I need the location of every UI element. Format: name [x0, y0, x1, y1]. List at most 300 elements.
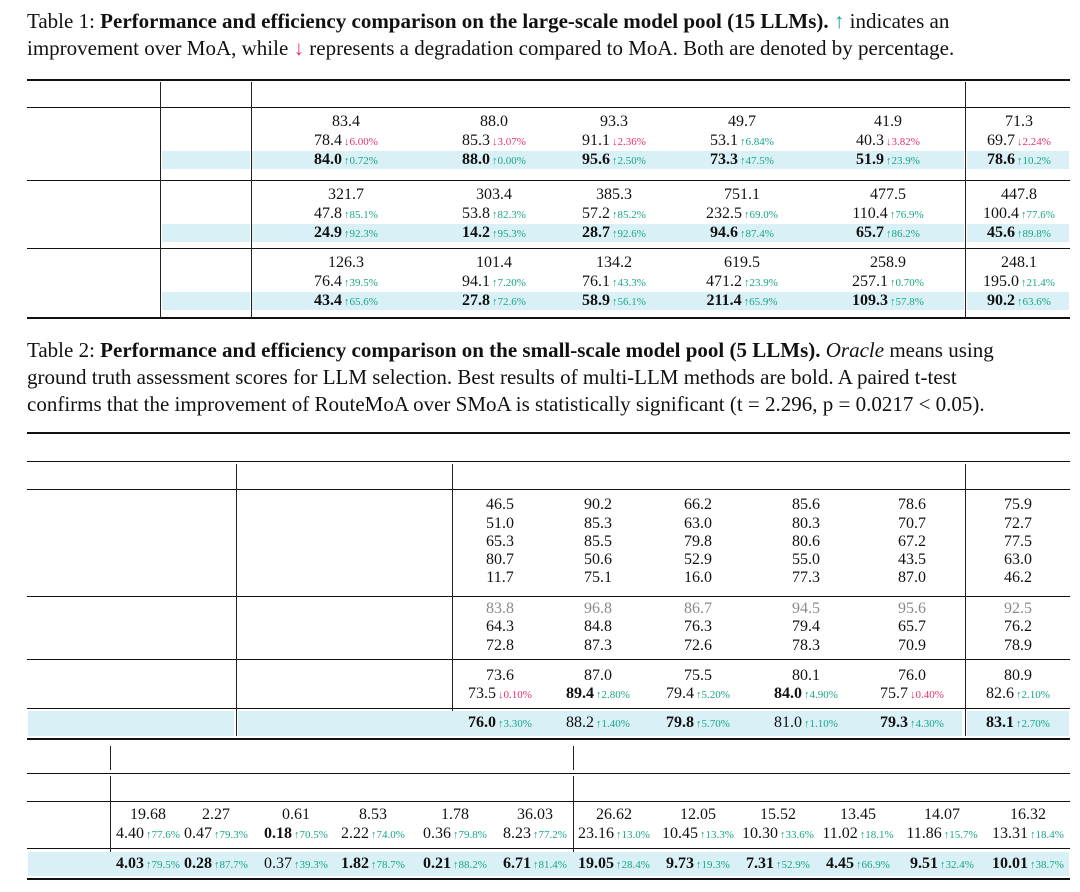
cell-value: 83.8 — [486, 600, 514, 617]
data-cell — [578, 825, 650, 843]
group-rule — [27, 596, 1070, 597]
cell-value: 84.8 — [584, 618, 612, 635]
column-divider — [965, 464, 966, 736]
cell-value: 84.0 — [774, 685, 803, 702]
cell-value: 14.2 — [462, 224, 491, 241]
delta-badge: ↓0.40% — [910, 689, 944, 701]
data-cell — [582, 292, 646, 310]
delta-badge: ↑72.6% — [492, 296, 526, 308]
data-cell — [710, 224, 774, 242]
cell-value: 71.3 — [1005, 113, 1033, 130]
cell-value: 79.4 — [666, 685, 695, 702]
group-rule — [27, 248, 1070, 249]
delta-badge: ↑6.84% — [740, 136, 774, 148]
data-cell — [792, 515, 820, 533]
resource-rule — [27, 801, 1070, 802]
column-divider — [573, 746, 574, 770]
header-rule — [27, 461, 1070, 462]
delta-badge: ↑86.2% — [886, 228, 920, 240]
table2-title: Performance and efficiency comparison on the small-scale model pool (5 LLMs). — [100, 338, 821, 362]
data-cell — [486, 533, 514, 551]
column-divider — [251, 82, 252, 318]
delta-badge: ↑4.30% — [910, 718, 944, 730]
cell-value: 87.0 — [898, 569, 926, 586]
cell-value: 19.05 — [578, 855, 615, 872]
data-cell — [130, 806, 166, 824]
delta-badge: ↑76.9% — [889, 209, 924, 221]
cell-value: 10.01 — [992, 855, 1029, 872]
cell-value: 85.5 — [584, 533, 612, 550]
delta-badge: ↑87.4% — [740, 228, 774, 240]
cell-value: 73.5 — [468, 685, 497, 702]
data-cell — [486, 569, 513, 587]
cell-value: 126.3 — [328, 254, 364, 271]
cell-value: 79.3 — [880, 714, 909, 731]
delta-badge: ↑89.8% — [1017, 228, 1051, 240]
data-cell — [792, 569, 820, 587]
data-cell — [441, 806, 469, 824]
data-cell — [462, 151, 526, 169]
cell-value: 80.6 — [792, 533, 820, 550]
data-cell — [666, 685, 730, 703]
cell-value: 321.7 — [328, 186, 364, 203]
delta-badge: ↑74.0% — [371, 829, 405, 841]
delta-badge: ↑47.5% — [740, 155, 774, 167]
data-cell — [1001, 186, 1037, 204]
row-highlight — [162, 292, 250, 310]
delta-badge: ↑7.20% — [492, 277, 526, 289]
column-divider — [965, 82, 966, 318]
cell-value: 92.5 — [1004, 600, 1032, 617]
cell-value: 95.6 — [582, 151, 611, 168]
data-cell — [503, 825, 567, 843]
data-cell — [582, 273, 646, 291]
cell-value: 52.9 — [684, 551, 712, 568]
data-cell — [1005, 113, 1033, 131]
data-cell — [462, 224, 526, 242]
delta-badge: ↑10.2% — [1017, 155, 1051, 167]
data-cell — [986, 714, 1050, 732]
data-cell — [486, 618, 514, 636]
data-cell — [852, 292, 924, 310]
bottom-rule — [27, 878, 1070, 880]
cell-value: 303.4 — [476, 186, 512, 203]
data-cell — [596, 254, 632, 272]
data-cell — [983, 273, 1055, 291]
data-cell — [986, 685, 1050, 703]
delta-badge: ↑19.3% — [696, 859, 730, 871]
table1-caption-text: indicates an — [849, 9, 950, 33]
data-cell — [584, 667, 612, 685]
data-cell — [332, 113, 360, 131]
delta-badge: ↑79.5% — [146, 859, 180, 871]
cell-value: 63.0 — [684, 515, 712, 532]
table2-label: Table 2: — [27, 338, 95, 362]
data-cell — [462, 273, 526, 291]
data-cell — [856, 132, 920, 150]
data-cell — [462, 205, 526, 223]
cell-value: 12.05 — [680, 806, 716, 823]
table1-title: Performance and efficiency comparison on the large-scale model pool (15 LLMs). — [100, 9, 829, 33]
data-cell — [666, 855, 730, 873]
cell-value: 90.2 — [584, 496, 612, 513]
data-cell — [684, 496, 712, 514]
data-cell — [566, 714, 630, 732]
cell-value: 78.9 — [1004, 637, 1032, 654]
data-cell — [792, 637, 820, 655]
data-cell — [328, 254, 364, 272]
cell-value: 76.1 — [582, 273, 611, 290]
delta-badge: ↑79.8% — [453, 829, 487, 841]
delta-badge: ↑1.10% — [804, 718, 838, 730]
cell-value: 82.6 — [986, 685, 1015, 702]
data-cell — [486, 551, 514, 569]
data-cell — [462, 132, 526, 150]
data-cell — [423, 825, 487, 843]
table2-caption-text: confirms that the improvement of RouteMoA over SMoA is statistically significant (t = 2.296, p = 0.0217 < 0.05). — [27, 392, 985, 416]
cell-value: 91.1 — [582, 132, 611, 149]
table2-caption-text: means using — [889, 338, 994, 362]
data-cell — [328, 186, 364, 204]
cell-value: 77.5 — [1004, 533, 1032, 550]
delta-badge: ↓3.07% — [492, 136, 526, 148]
data-cell — [584, 515, 612, 533]
delta-badge: ↑92.6% — [612, 228, 646, 240]
cell-value: 76.0 — [898, 667, 926, 684]
cell-value: 41.9 — [874, 113, 902, 130]
cell-value: 57.2 — [582, 205, 611, 222]
data-cell — [486, 637, 514, 655]
delta-badge: ↑2.50% — [612, 155, 646, 167]
cell-value: 195.0 — [983, 273, 1020, 290]
data-cell — [840, 806, 876, 824]
data-cell — [486, 496, 514, 514]
cell-value: 66.2 — [684, 496, 712, 513]
cell-value: 95.6 — [898, 600, 926, 617]
data-cell — [992, 855, 1064, 873]
delta-badge: ↑87.7% — [214, 859, 248, 871]
data-cell — [582, 205, 646, 223]
cell-value: 11.86 — [906, 825, 942, 842]
delta-badge: ↑77.6% — [146, 829, 180, 841]
data-cell — [468, 714, 532, 732]
cell-value: 7.31 — [746, 855, 775, 872]
data-cell — [774, 685, 838, 703]
data-cell — [566, 685, 630, 703]
cell-value: 447.8 — [1001, 186, 1037, 203]
data-cell — [746, 855, 810, 873]
up-arrow-icon: ↑ — [833, 9, 845, 33]
cell-value: 50.6 — [584, 551, 612, 568]
cell-value: 0.61 — [282, 806, 310, 823]
data-cell — [924, 806, 960, 824]
delta-badge: ↑85.2% — [612, 209, 646, 221]
data-cell — [596, 806, 632, 824]
delta-badge: ↑1.40% — [596, 718, 630, 730]
data-cell — [870, 186, 906, 204]
cell-value: 19.68 — [130, 806, 166, 823]
data-cell — [760, 806, 796, 824]
data-cell — [600, 113, 628, 131]
delta-badge: ↑69.0% — [744, 209, 778, 221]
cell-value: 2.27 — [202, 806, 230, 823]
down-arrow-icon: ↓ — [293, 36, 305, 60]
data-cell — [792, 618, 820, 636]
table1-label: Table 1: — [27, 9, 95, 33]
cell-value: 75.7 — [880, 685, 909, 702]
cell-value: 77.3 — [792, 569, 820, 586]
delta-badge: ↑23.9% — [744, 277, 778, 289]
cell-value: 84.0 — [314, 151, 343, 168]
data-cell — [898, 533, 926, 551]
data-cell — [264, 825, 328, 843]
cell-value: 47.8 — [314, 205, 343, 222]
cell-value: 28.7 — [582, 224, 611, 241]
cell-value: 49.7 — [728, 113, 756, 130]
data-cell — [202, 806, 230, 824]
cell-value: 65.3 — [486, 533, 514, 550]
cell-value: 78.6 — [987, 151, 1016, 168]
data-cell — [724, 254, 760, 272]
data-cell — [910, 855, 974, 873]
cell-value: 385.3 — [596, 186, 632, 203]
cell-value: 80.1 — [792, 667, 820, 684]
data-cell — [792, 600, 820, 618]
table1-caption-text: improvement over MoA, while — [27, 36, 289, 60]
data-cell — [1004, 600, 1032, 618]
cell-value: 79.4 — [792, 618, 820, 635]
delta-badge: ↑4.90% — [804, 689, 838, 701]
cell-value: 109.3 — [852, 292, 889, 309]
data-cell — [684, 618, 712, 636]
delta-badge: ↑0.00% — [492, 155, 526, 167]
data-cell — [898, 496, 926, 514]
data-cell — [1004, 551, 1032, 569]
cell-value: 73.3 — [710, 151, 739, 168]
data-cell — [992, 825, 1064, 843]
cell-value: 751.1 — [724, 186, 760, 203]
data-cell — [880, 685, 944, 703]
data-cell — [684, 667, 712, 685]
header-rule — [27, 489, 1070, 490]
data-cell — [852, 273, 924, 291]
cell-value: 43.5 — [898, 551, 926, 568]
delta-badge: ↑39.5% — [344, 277, 378, 289]
cell-value: 80.7 — [486, 551, 514, 568]
cell-value: 4.40 — [116, 825, 145, 842]
data-cell — [710, 132, 774, 150]
cell-value: 1.78 — [441, 806, 469, 823]
data-cell — [517, 806, 553, 824]
row-highlight — [162, 151, 250, 169]
data-cell — [1004, 667, 1032, 685]
cell-value: 72.8 — [486, 637, 514, 654]
cell-value: 248.1 — [1001, 254, 1037, 271]
data-cell — [314, 273, 378, 291]
cell-value: 8.23 — [503, 825, 532, 842]
cell-value: 85.6 — [792, 496, 820, 513]
data-cell — [476, 186, 512, 204]
data-cell — [987, 151, 1051, 169]
cell-value: 0.21 — [423, 855, 452, 872]
cell-value: 477.5 — [870, 186, 906, 203]
delta-badge: ↑23.9% — [886, 155, 920, 167]
delta-badge: ↑77.6% — [1021, 209, 1055, 221]
cell-value: 46.5 — [486, 496, 514, 513]
delta-badge: ↑85.1% — [344, 209, 378, 221]
data-cell — [684, 551, 712, 569]
data-cell — [870, 254, 906, 272]
data-cell — [582, 132, 646, 150]
cell-value: 211.4 — [706, 292, 742, 309]
data-cell — [684, 533, 712, 551]
data-cell — [314, 151, 378, 169]
cell-value: 78.4 — [314, 132, 343, 149]
data-cell — [584, 533, 612, 551]
data-cell — [116, 825, 180, 843]
data-cell — [1004, 618, 1032, 636]
cell-value: 69.7 — [987, 132, 1016, 149]
data-cell — [584, 618, 612, 636]
cell-value: 27.8 — [462, 292, 491, 309]
cell-value: 16.0 — [684, 569, 712, 586]
cell-value: 4.45 — [826, 855, 855, 872]
column-divider — [160, 82, 161, 318]
cell-value: 58.9 — [582, 292, 611, 309]
data-cell — [856, 151, 920, 169]
data-cell — [314, 132, 378, 150]
data-cell — [1004, 533, 1032, 551]
data-cell — [264, 855, 328, 873]
cell-value: 1.82 — [341, 855, 370, 872]
data-cell — [906, 825, 977, 843]
data-cell — [486, 600, 514, 618]
data-cell — [852, 205, 923, 223]
delta-badge: ↑39.3% — [294, 859, 328, 871]
data-cell — [1010, 806, 1046, 824]
data-cell — [314, 224, 378, 242]
cell-value: 10.45 — [662, 825, 699, 842]
data-cell — [898, 667, 926, 685]
data-cell — [684, 637, 712, 655]
data-cell — [359, 806, 387, 824]
data-cell — [684, 515, 712, 533]
data-cell — [822, 825, 893, 843]
group-rule — [27, 180, 1070, 181]
cell-value: 51.9 — [856, 151, 885, 168]
delta-badge: ↑2.10% — [1016, 689, 1050, 701]
data-cell — [826, 855, 890, 873]
delta-badge: ↑88.2% — [453, 859, 487, 871]
cell-value: 134.2 — [596, 254, 632, 271]
resource-rule — [27, 773, 1070, 774]
cell-value: 257.1 — [852, 273, 889, 290]
cell-value: 24.9 — [314, 224, 343, 241]
delta-badge: ↑28.4% — [616, 859, 650, 871]
cell-value: 75.1 — [584, 569, 612, 586]
cell-value: 70.7 — [898, 515, 926, 532]
delta-badge: ↓0.10% — [498, 689, 532, 701]
column-divider — [110, 746, 111, 770]
cell-value: 232.5 — [706, 205, 743, 222]
data-cell — [1004, 569, 1032, 587]
cell-value: 88.0 — [480, 113, 508, 130]
row-highlight — [28, 711, 234, 736]
table2-caption-text: ground truth assessment scores for LLM selection. Best results of multi-LLM methods are bold. A paired t-test — [27, 365, 957, 389]
data-cell — [684, 600, 712, 618]
data-cell — [476, 254, 512, 272]
data-cell — [792, 496, 820, 514]
delta-badge: ↑77.2% — [533, 829, 567, 841]
cell-value: 258.9 — [870, 254, 906, 271]
cell-value: 40.3 — [856, 132, 885, 149]
cell-value: 81.0 — [774, 714, 803, 731]
cell-value: 13.45 — [840, 806, 876, 823]
column-divider — [236, 464, 237, 736]
delta-badge: ↑82.3% — [492, 209, 526, 221]
data-cell — [584, 637, 612, 655]
cell-value: 67.2 — [898, 533, 926, 550]
cell-value: 101.4 — [476, 254, 512, 271]
cell-value: 0.36 — [423, 825, 452, 842]
data-cell — [710, 151, 774, 169]
cell-value: 10.30 — [742, 825, 779, 842]
data-cell — [1004, 515, 1032, 533]
data-cell — [662, 825, 734, 843]
delta-badge: ↑56.1% — [612, 296, 646, 308]
cell-value: 63.0 — [1004, 551, 1032, 568]
cell-value: 619.5 — [724, 254, 760, 271]
oracle-term: Oracle — [825, 338, 885, 362]
cell-value: 70.9 — [898, 637, 926, 654]
data-cell — [856, 224, 920, 242]
cell-value: 86.7 — [684, 600, 712, 617]
data-cell — [282, 806, 310, 824]
data-cell — [341, 825, 405, 843]
data-cell — [596, 186, 632, 204]
cell-value: 72.7 — [1004, 515, 1032, 532]
data-cell — [1004, 637, 1032, 655]
delta-badge: ↑38.7% — [1030, 859, 1064, 871]
resource-rule — [27, 848, 1070, 849]
cell-value: 14.07 — [924, 806, 960, 823]
cell-value: 88.0 — [462, 151, 491, 168]
cell-value: 36.03 — [517, 806, 553, 823]
cell-value: 76.0 — [468, 714, 497, 731]
cell-value: 65.7 — [856, 224, 885, 241]
data-cell — [184, 825, 248, 843]
cell-value: 0.18 — [264, 825, 293, 842]
cell-value: 79.8 — [684, 533, 712, 550]
cell-value: 100.4 — [983, 205, 1020, 222]
data-cell — [728, 113, 756, 131]
data-cell — [898, 618, 926, 636]
delta-badge: ↑5.70% — [696, 718, 730, 730]
delta-badge: ↑65.9% — [743, 296, 778, 308]
group-rule — [27, 708, 1070, 709]
data-cell — [1001, 254, 1037, 272]
data-cell — [680, 806, 716, 824]
data-cell — [578, 855, 650, 873]
data-cell — [874, 113, 902, 131]
delta-badge: ↑95.3% — [492, 228, 526, 240]
cell-value: 83.1 — [986, 714, 1015, 731]
data-cell — [184, 855, 248, 873]
cell-value: 23.16 — [578, 825, 615, 842]
bottom-rule — [27, 317, 1070, 319]
data-cell — [314, 292, 378, 310]
table1-caption-text: represents a degradation compared to MoA. Both are denoted by percentage. — [309, 36, 955, 60]
